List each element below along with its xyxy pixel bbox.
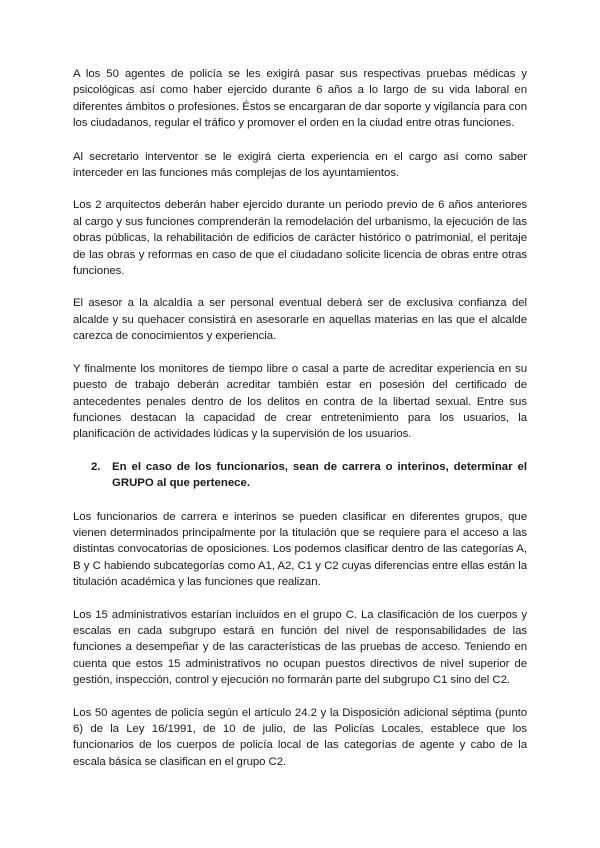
section-title: En el caso de los funcionarios, sean de carrera o interinos, determinar el GRUPO al que pertenece. — [112, 460, 527, 490]
paragraph-police-group: Los 50 agentes de policía según el artículo 24.2 y la Disposición adicional séptima (punto 6) de la Ley 16/1991, de 10 de julio, de las Policías Locales, establece que los funcionarios de los cuerpos de policía local de las categorías de agente y cabo de la escala básica se clasifican en el grupo C2. — [73, 706, 527, 768]
paragraph-secretary: Al secretario interventor se le exigirá cierta experiencia en el cargo así como saber interceder en las funciones más complejas de los ayuntamientos. — [73, 150, 527, 180]
paragraph-architects: Los 2 arquitectos deberán haber ejercido durante un periodo previo de 6 años anteriores al cargo y sus funciones comprenderán la remodelación del urbanismo, la ejecución de las obras públicas, la rehabilitación de edificios de carácter histórico o patrimonial, el peritaje de las obras y reformas en caso de que el ciudadano solicite licencia de obras entre otras funciones. — [73, 199, 527, 278]
paragraph-administrative-group: Los 15 administrativos estarían incluidos en el grupo C. La clasificación de los cuerpos y escalas en cada subgrupo estará en función del nivel de responsabilidades de las funciones a desempeñar y de las características de las pruebas de acceso. Teniendo en cuenta que estos 15 administrativos no ocupan puestos directivos de nivel superior de gestión, inspección, control y ejecución no formarán parte del subgrupo C1 sino del C2. — [73, 608, 527, 687]
section-number: 2. — [91, 460, 101, 473]
paragraph-police-requirements: A los 50 agentes de policía se les exigirá pasar sus respectivas pruebas médicas y psicológicas así como haber ejercido durante 6 años a lo largo de su vida laboral en diferentes ámbitos o profesiones. Éstos se encargaran de dar soporte y vigilancia para con los ciudadanos, regular el tráfico y promover el orden en la ciudad entre otras funciones. — [73, 68, 527, 130]
paragraph-mayor-advisor: El asesor a la alcaldía a ser personal eventual deberá ser de exclusiva confianza del alcalde y su quehacer consistirá en asesorarle en aquellas materias en las que el alcalde carezca de conocimientos y experiencia. — [73, 297, 527, 343]
section-heading — [73, 459, 527, 492]
paragraph-civil-servant-groups: Los funcionarios de carrera e interinos se pueden clasificar en diferentes grupos, que vienen determinados principalmente por la titulación que se requiere para el acceso a las distintas convocatorias de oposiciones. Los podemos clasificar dentro de las categorías A, B y C habiendo subcategorías como A1, A2, C1 y C2 cuyas diferencias entre ellas están la titulación académica y las funciones que realizan. — [73, 510, 527, 589]
paragraph-leisure-monitors: Y finalmente los monitores de tiempo libre o casal a parte de acreditar experiencia en su puesto de trabajo deberán acreditar también estar en posesión del certificado de antecedentes penales dentro de los delitos en contra de la libertad sexual. Entre sus funciones destacan la capacidad de crear entretenimiento para los usuarios, la planificación de actividades lúdicas y la supervisión de los usuarios. — [73, 362, 527, 441]
document-page — [73, 66, 527, 786]
